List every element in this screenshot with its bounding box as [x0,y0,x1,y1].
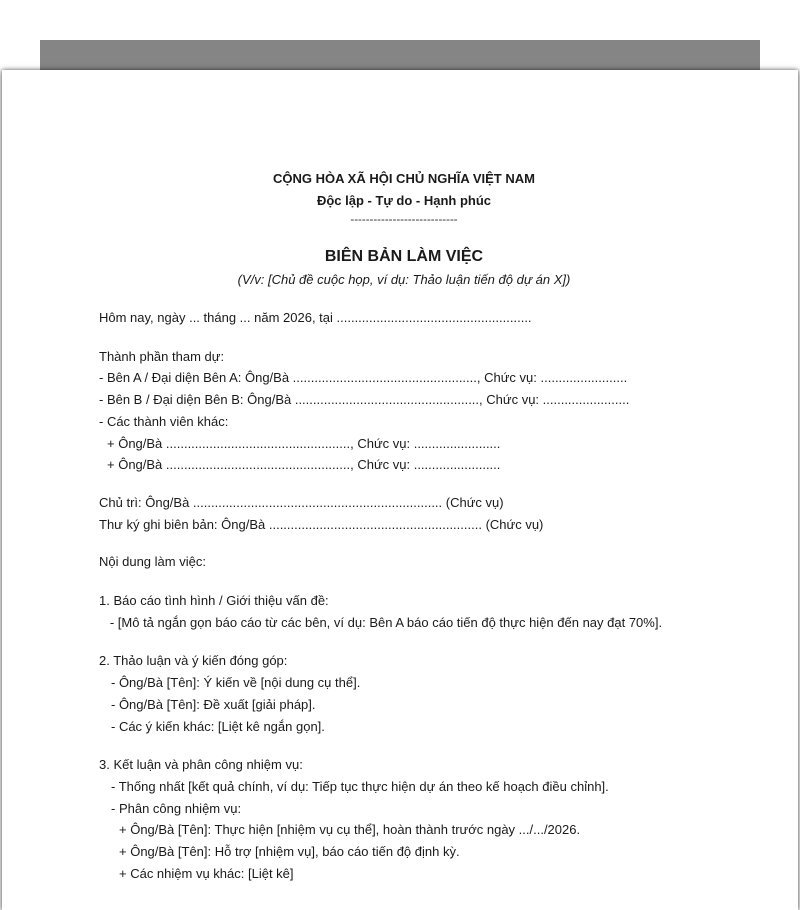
party-b-line: - Bên B / Đại diện Bên B: Ông/Bà ..................................................., Chức vụ: ........................ [99,392,630,408]
document-content [99,168,709,884]
section-2-heading: 2. Thảo luận và ý kiến đóng góp: [99,653,288,669]
section-1-item [99,612,709,634]
other-member-line: + Ông/Bà ..................................................., Chức vụ: ........................ [107,435,501,451]
section-3-item: - Thống nhất [kết quả chính, ví dụ: Tiếp tục thực hiện dự án theo kế hoạch điều chỉnh]. [111,778,609,794]
content-heading: Nội dung làm việc: [99,554,206,570]
section-3-subitem: + Ông/Bà [Tên]: Thực hiện [nhiệm vụ cụ thể], hoàn thành trước ngày .../.../2026. [119,822,581,838]
section-1-heading: 1. Báo cáo tình hình / Giới thiệu vấn đề: [99,593,329,609]
section-3-heading: 3. Kết luận và phân công nhiệm vụ: [99,757,303,773]
document-page [2,70,798,910]
section-3-item: - Phân công nhiệm vụ: [111,800,242,816]
header-divider: ---------------------------- [350,214,458,226]
nation-heading: CỘNG HÒA XÃ HỘI CHỦ NGHĨA VIỆT NAM [273,171,535,186]
attendees-heading: Thành phần tham dự: [99,348,225,364]
section-2-item: - Ông/Bà [Tên]: Đề xuất [giải pháp]. [111,696,316,712]
document-title: BIÊN BẢN LÀM VIỆC [324,248,484,265]
other-members-heading: - Các thành viên khác: [99,413,229,429]
motto-heading: Độc lập - Tự do - Hạnh phúc [316,193,492,208]
document-subtitle: (V/v: [Chủ đề cuộc họp, ví dụ: Thảo luận tiến độ dự án X]) [237,272,571,287]
section-2-item: - Ông/Bà [Tên]: Ý kiến về [nội dung cụ thể]. [111,675,361,691]
date-location-line: Hôm nay, ngày ... tháng ... năm 2026, tại ...................................................... [99,310,532,325]
section-3-subitem: + Ông/Bà [Tên]: Hỗ trợ [nhiệm vụ], báo cáo tiến độ định kỳ. [119,844,460,860]
section-3-subitem: + Các nhiệm vụ khác: [Liệt kê] [119,865,294,881]
other-member-line: + Ông/Bà ..................................................., Chức vụ: ........................ [107,457,501,473]
party-a-line: - Bên A / Đại diện Bên A: Ông/Bà ..................................................., Chức vụ: ........................ [99,370,628,386]
section-1-item-text: - [Mô tả ngắn gọn báo cáo từ các bên, ví dụ: Bên A báo cáo tiến độ thực hiện đến nay đạt 70%]. [109,614,663,630]
chair-line: Chủ trì: Ông/Bà ..................................................................... (Chức vụ) [99,494,504,510]
section-2-item: - Các ý kiến khác: [Liệt kê ngắn gọn]. [111,718,325,734]
secretary-line: Thư ký ghi biên bản: Ông/Bà ........................................................... (Chức vụ) [99,516,544,532]
